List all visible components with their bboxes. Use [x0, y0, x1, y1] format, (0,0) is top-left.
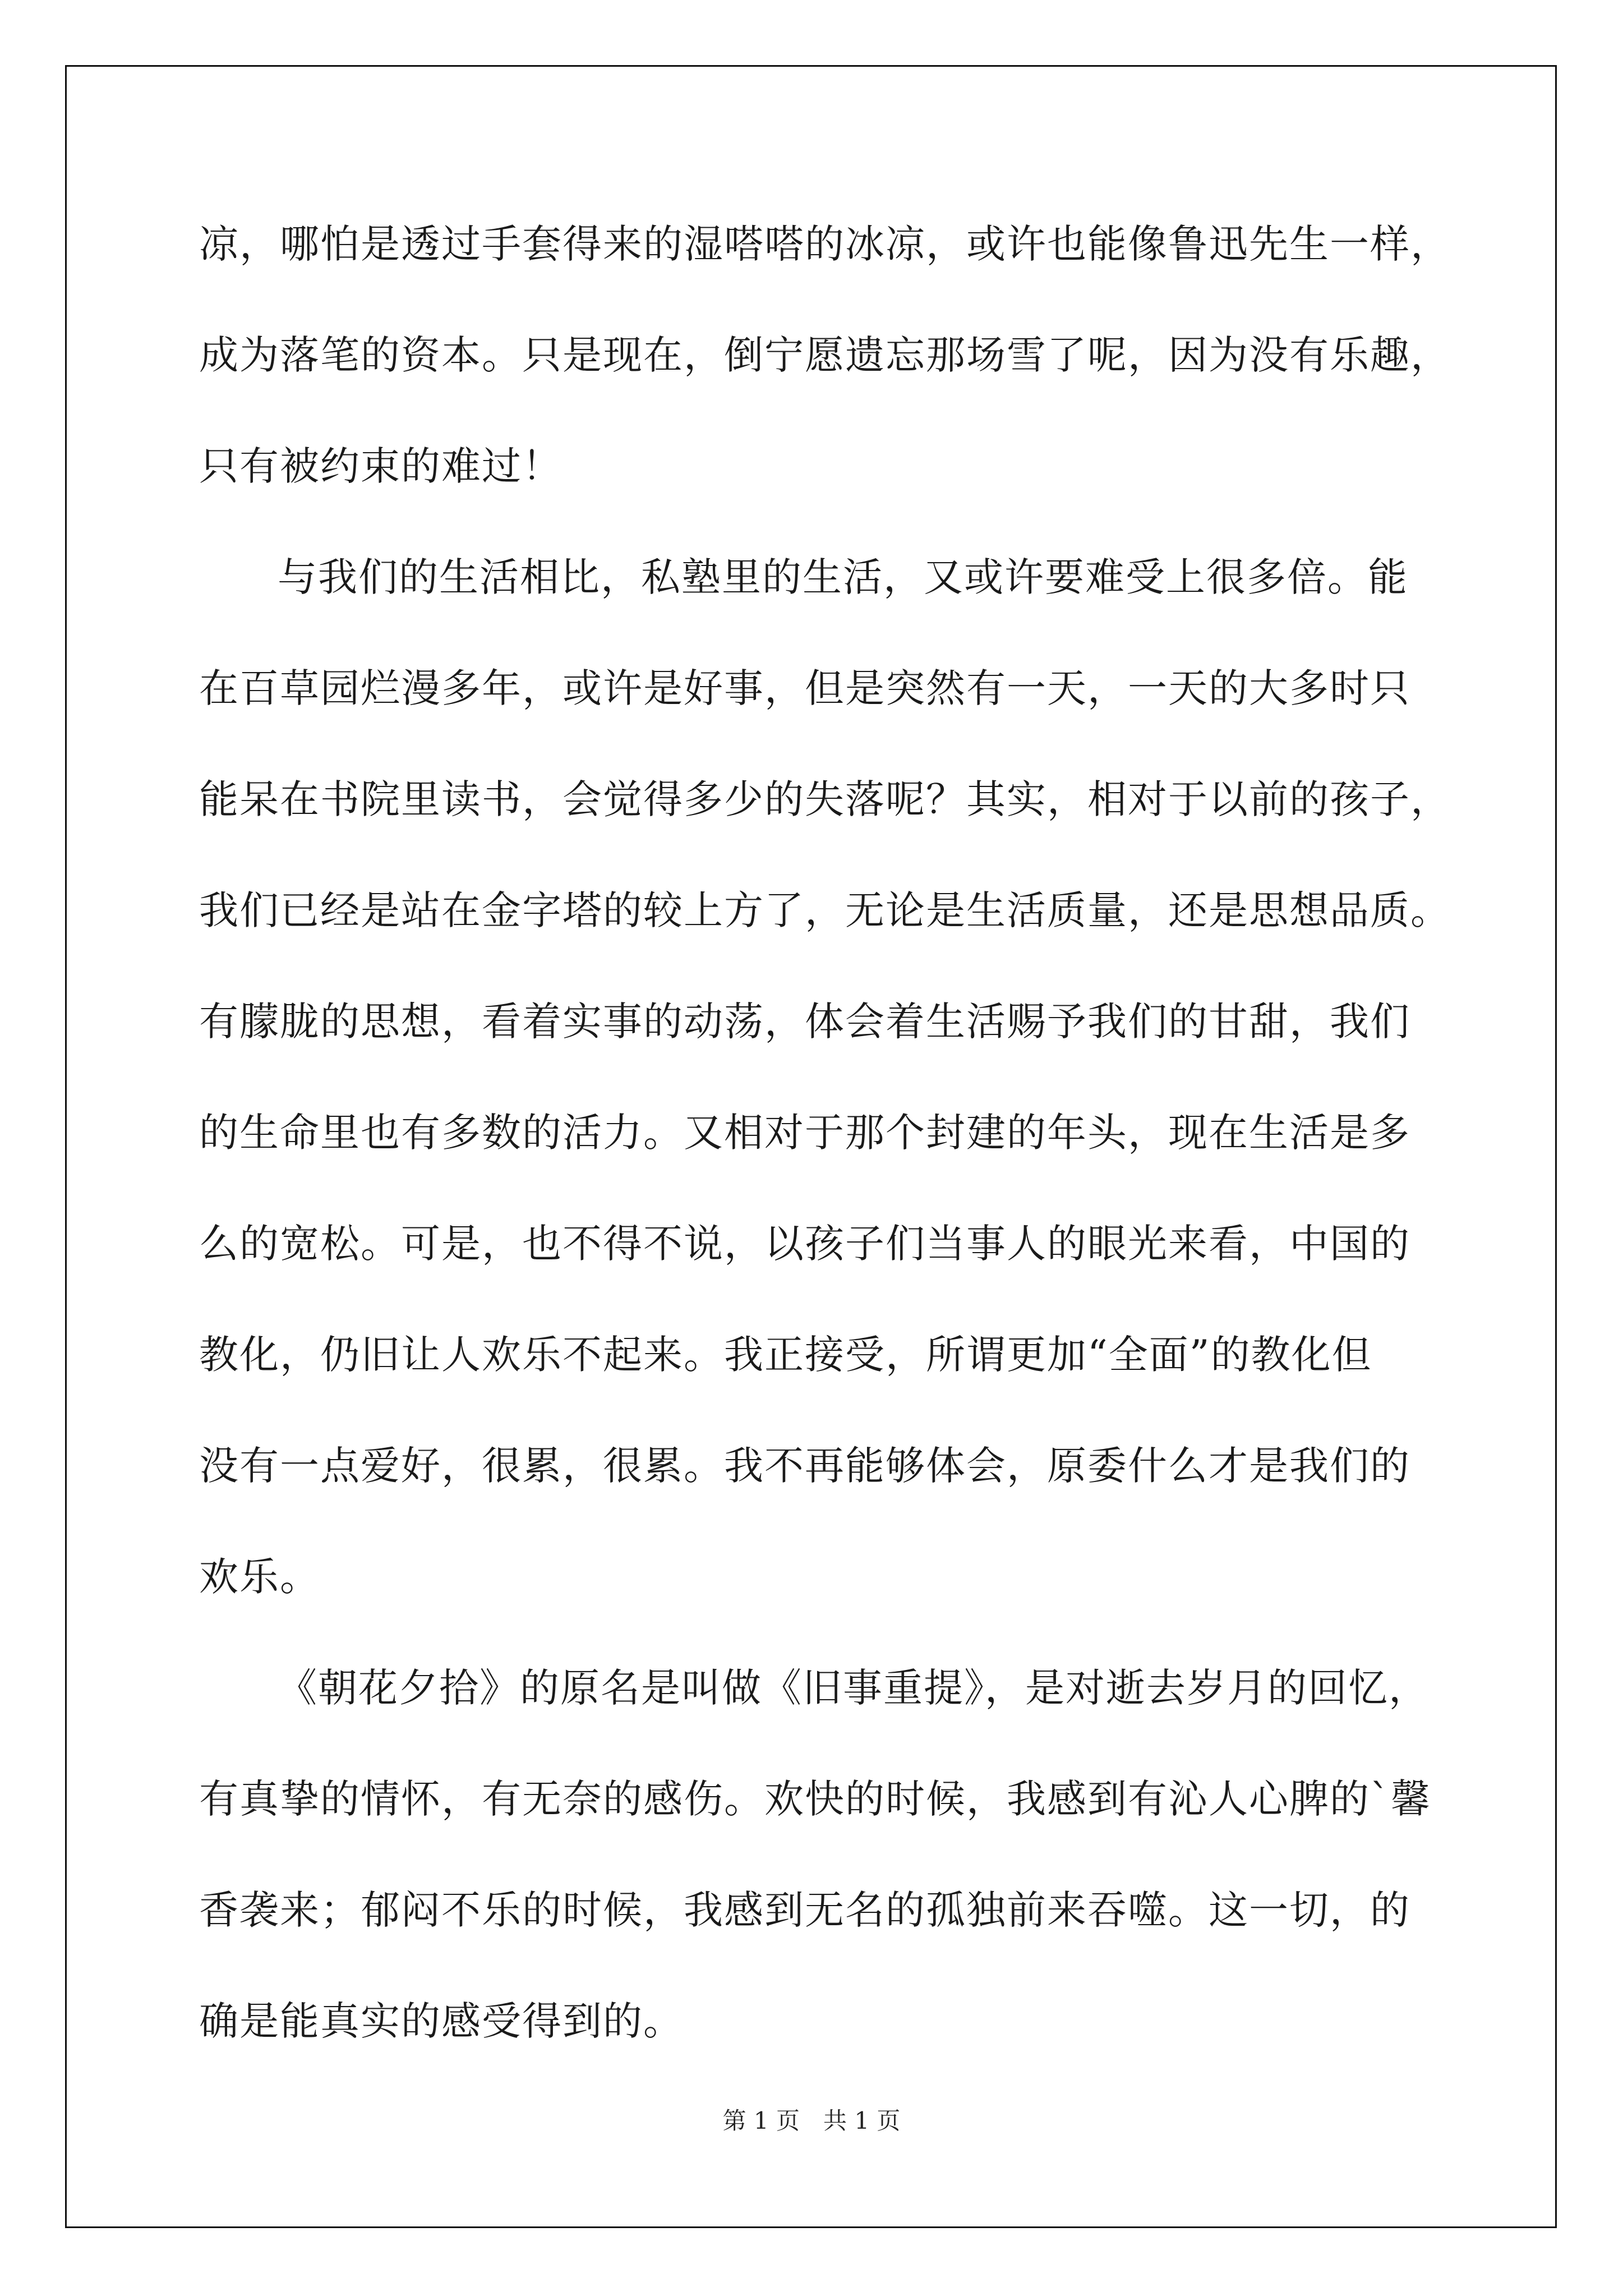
text-line: 香袭来；郁闷不乐的时候，我感到无名的孤独前来吞噬。这一切，的: [199, 1887, 1410, 1933]
text-line: 能呆在书院里读书，会觉得多少的失落呢？其实，相对于以前的孩子，: [199, 776, 1451, 822]
text-line: 没有一点爱好，很累，很累。我不再能够体会，原委什么才是我们的: [199, 1443, 1410, 1489]
text-line: 我们已经是站在金字塔的较上方了，无论是生活质量，还是思想品质。: [199, 887, 1451, 933]
text-line: 只有被约束的难过！: [199, 443, 562, 489]
text-line: 与我们的生活相比，私塾里的生活，又或许要难受上很多倍。能: [278, 554, 1408, 600]
text-line: 教化，仍旧让人欢乐不起来。我正接受，所谓更加“全面”的教化但: [199, 1332, 1372, 1378]
text-line: 欢乐。: [199, 1554, 320, 1600]
text-line: 有朦胧的思想，看着实事的动荡，体会着生活赐予我们的甘甜，我们: [199, 999, 1410, 1045]
document-body: [199, 216, 1451, 2104]
text-line: 成为落笔的资本。只是现在，倒宁愿遗忘那场雪了呢，因为没有乐趣，: [199, 332, 1451, 378]
text-line: 的生命里也有多数的活力。又相对于那个封建的年头，现在生活是多: [199, 1110, 1410, 1156]
page-number-footer: 第 1 页 共 1 页: [722, 2107, 901, 2134]
text-line: 在百草园烂漫多年，或许是好事，但是突然有一天，一天的大多时只: [199, 665, 1410, 711]
text-line: 凉，哪怕是透过手套得来的湿嗒嗒的冰凉，或许也能像鲁迅先生一样，: [199, 221, 1451, 267]
text-line: 有真挚的情怀，有无奈的感伤。欢快的时候，我感到有沁人心脾的`馨: [199, 1776, 1431, 1822]
text-line: 么的宽松。可是，也不得不说，以孩子们当事人的眼光来看，中国的: [199, 1221, 1410, 1267]
text-line: 《朝花夕拾》的原名是叫做《旧事重提》，是对逝去岁月的回忆，: [278, 1665, 1429, 1711]
text-line: 确是能真实的感受得到的。: [199, 1998, 684, 2044]
